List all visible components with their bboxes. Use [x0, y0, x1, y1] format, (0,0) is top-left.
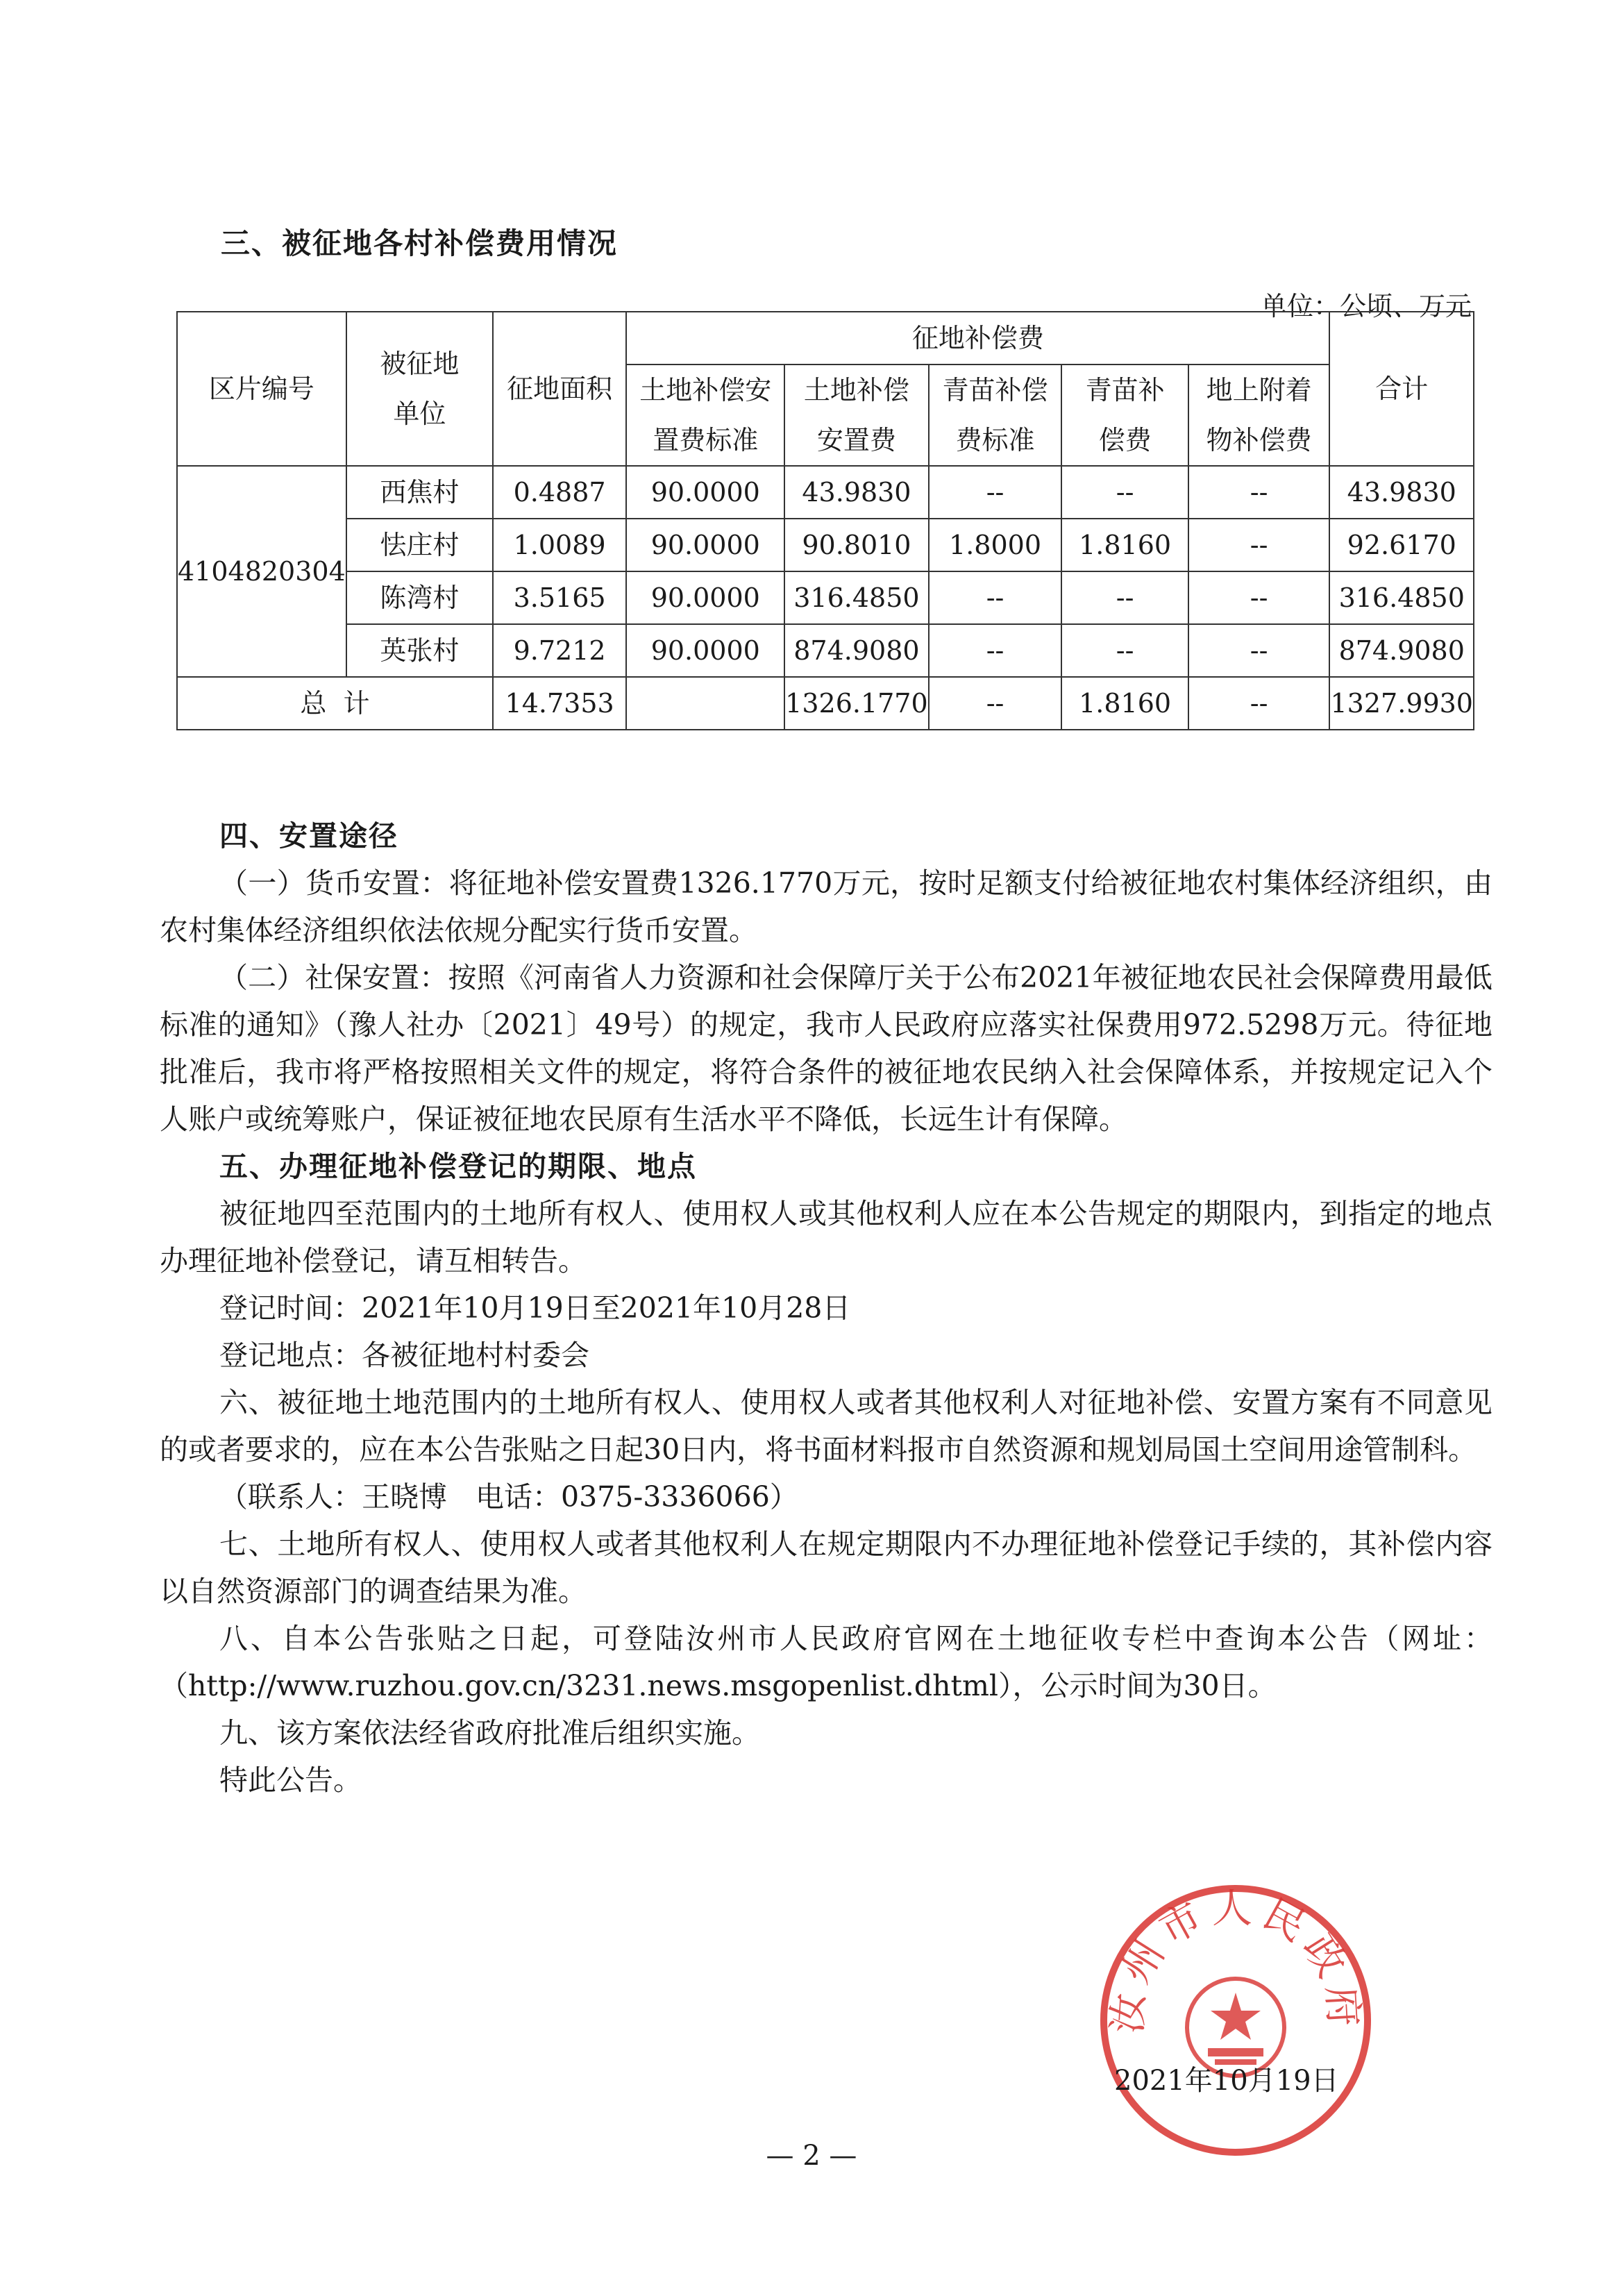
- sum-area-cell: 14.7353: [493, 677, 626, 730]
- header-crop-fee: 青苗补 偿费: [1061, 364, 1188, 466]
- total-cell: 43.9830: [1329, 466, 1474, 519]
- svg-text:汝州市人民政府: 汝州市人民政府: [1103, 1884, 1368, 2035]
- compensation-table: [176, 311, 1474, 730]
- standard-cell: 90.0000: [626, 466, 784, 519]
- crop-standard-cell: --: [929, 466, 1062, 519]
- registration-place: 登记地点：各被征地村村委会: [219, 1339, 589, 1372]
- sum-crop-standard-cell: --: [929, 677, 1062, 730]
- issue-date: 2021年10月19日: [1114, 2065, 1339, 2097]
- table-row: [177, 466, 1474, 519]
- header-unit: 被征地 单位: [346, 312, 493, 466]
- crop-fee-cell: 1.8160: [1061, 519, 1188, 571]
- crop-standard-cell: --: [929, 571, 1062, 624]
- standard-cell: 90.0000: [626, 624, 784, 677]
- crop-fee-cell: --: [1061, 466, 1188, 519]
- section3-title: 三、被征地各村补偿费用情况: [221, 226, 619, 260]
- section4-social-security: （二）社保安置：按照《河南省人力资源和社会保障厅关于公布2021年被征地农民社会保障费用最低标准的通知》（豫人社办〔2021〕49号）的规定，我市人民政府应落实社保费用972.5298万元。待征地批准后，我市将严格按照相关文件的规定，将符合条件的被征地农民纳入社会保障体系，并按规定记入个人账户或统筹账户，保证被征地农民原有生活水平不降低，长远生计有保障。: [160, 961, 1492, 1136]
- sum-crop-fee-cell: 1.8160: [1061, 677, 1188, 730]
- total-cell: 92.6170: [1329, 519, 1474, 571]
- unit-label: 单位：公顷、万元: [1260, 291, 1472, 321]
- page-number: — 2 —: [766, 2140, 857, 2172]
- closing-line: 特此公告。: [219, 1763, 362, 1797]
- attachment-cell: --: [1188, 519, 1330, 571]
- block-id-cell: 4104820304: [177, 466, 346, 677]
- header-total: 合计: [1329, 312, 1474, 466]
- sum-standard-cell: [626, 677, 784, 730]
- table-row: [177, 624, 1474, 677]
- village-cell: 陈湾村: [346, 571, 493, 624]
- header-fee: 土地补偿 安置费: [784, 364, 929, 466]
- village-cell: 怯庄村: [346, 519, 493, 571]
- village-cell: 西焦村: [346, 466, 493, 519]
- total-row: [177, 677, 1474, 730]
- total-cell: 316.4850: [1329, 571, 1474, 624]
- village-cell: 英张村: [346, 624, 493, 677]
- crop-fee-cell: --: [1061, 624, 1188, 677]
- header-area: 征地面积: [493, 312, 626, 466]
- total-cell: 874.9080: [1329, 624, 1474, 677]
- section7-paragraph: 七、土地所有权人、使用权人或者其他权利人在规定期限内不办理征地补偿登记手续的，其补偿内容以自然资源部门的调查结果为准。: [160, 1527, 1492, 1608]
- sum-total-cell: 1327.9930: [1329, 677, 1474, 730]
- header-row-1: [177, 312, 1474, 364]
- crop-fee-cell: --: [1061, 571, 1188, 624]
- fee-cell: 90.8010: [784, 519, 929, 571]
- attachment-cell: --: [1188, 624, 1330, 677]
- contact-line: （联系人：王晓博 电话：0375-3336066）: [219, 1480, 798, 1514]
- section8-paragraph: 八、自本公告张贴之日起，可登陆汝州市人民政府官网在土地征收专栏中查询本公告（网址：（http://www.ruzhou.gov.cn/3231.news.msgopenlist.dhtml），公示时间为30日。: [160, 1622, 1492, 1702]
- sum-label-cell: 总 计: [177, 677, 493, 730]
- header-crop-standard: 青苗补偿 费标准: [929, 364, 1062, 466]
- header-compensation-group: 征地补偿费: [626, 312, 1329, 364]
- section5-paragraph: 被征地四至范围内的土地所有权人、使用权人或其他权利人应在本公告规定的期限内，到指定的地点办理征地补偿登记，请互相转告。: [160, 1197, 1492, 1277]
- registration-time: 登记时间：2021年10月19日至2021年10月28日: [219, 1291, 851, 1325]
- fee-cell: 43.9830: [784, 466, 929, 519]
- table-row: [177, 571, 1474, 624]
- header-attachment: 地上附着 物补偿费: [1188, 364, 1330, 466]
- attachment-cell: --: [1188, 571, 1330, 624]
- fee-cell: 874.9080: [784, 624, 929, 677]
- table-row: [177, 519, 1474, 571]
- sum-attachment-cell: --: [1188, 677, 1330, 730]
- crop-standard-cell: 1.8000: [929, 519, 1062, 571]
- area-cell: 0.4887: [493, 466, 626, 519]
- fee-cell: 316.4850: [784, 571, 929, 624]
- header-standard: 土地补偿安 置费标准: [626, 364, 784, 466]
- area-cell: 3.5165: [493, 571, 626, 624]
- attachment-cell: --: [1188, 466, 1330, 519]
- government-seal: [1097, 1882, 1374, 2159]
- section6-paragraph: 六、被征地土地范围内的土地所有权人、使用权人或者其他权利人对征地补偿、安置方案有不同意见的或者要求的，应在本公告张贴之日起30日内，将书面材料报市自然资源和规划局国土空间用途管制科。: [160, 1386, 1492, 1466]
- area-cell: 1.0089: [493, 519, 626, 571]
- area-cell: 9.7212: [493, 624, 626, 677]
- section5-title: 五、办理征地补偿登记的期限、地点: [219, 1150, 697, 1183]
- standard-cell: 90.0000: [626, 519, 784, 571]
- sum-fee-cell: 1326.1770: [784, 677, 929, 730]
- body-text: [160, 812, 1492, 1804]
- section9-paragraph: 九、该方案依法经省政府批准后组织实施。: [219, 1716, 760, 1750]
- section4-monetary: （一）货币安置：将征地补偿安置费1326.1770万元，按时足额支付给被征地农村集体经济组织，由农村集体经济组织依法依规分配实行货币安置。: [160, 866, 1492, 947]
- header-block-id: 区片编号: [177, 312, 346, 466]
- section4-title: 四、安置途径: [219, 819, 398, 853]
- crop-standard-cell: --: [929, 624, 1062, 677]
- standard-cell: 90.0000: [626, 571, 784, 624]
